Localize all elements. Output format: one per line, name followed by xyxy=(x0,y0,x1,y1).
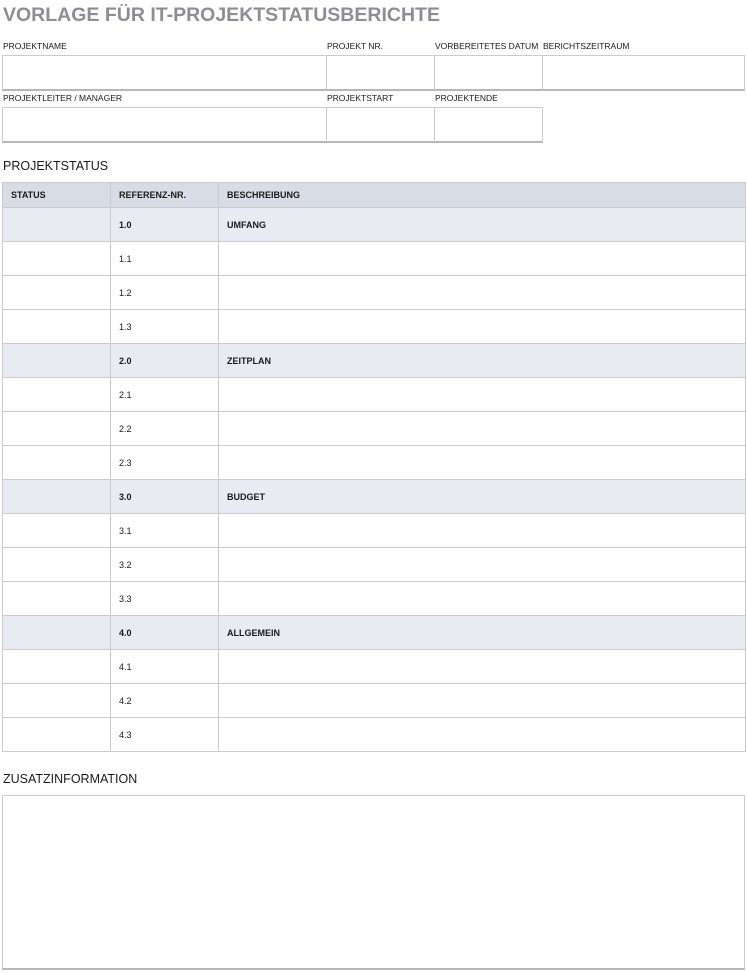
table-row xyxy=(3,650,746,684)
status-cell[interactable] xyxy=(3,718,111,752)
description-cell[interactable] xyxy=(219,582,746,616)
column-header-reference: REFERENZ-NR. xyxy=(111,183,219,208)
status-cell[interactable] xyxy=(3,378,111,412)
status-cell[interactable] xyxy=(3,616,111,650)
reference-cell: 2.0 xyxy=(111,344,219,378)
table-group-row xyxy=(3,616,746,650)
description-cell[interactable]: UMFANG xyxy=(219,208,746,242)
status-cell[interactable] xyxy=(3,310,111,344)
reference-cell: 3.3 xyxy=(111,582,219,616)
project-name-field[interactable] xyxy=(2,55,327,91)
reference-cell: 2.3 xyxy=(111,446,219,480)
status-cell[interactable] xyxy=(3,412,111,446)
status-cell[interactable] xyxy=(3,242,111,276)
table-row xyxy=(3,684,746,718)
description-cell[interactable] xyxy=(219,276,746,310)
reference-cell: 1.2 xyxy=(111,276,219,310)
reference-cell: 1.3 xyxy=(111,310,219,344)
status-cell[interactable] xyxy=(3,480,111,514)
additional-info-heading: ZUSATZINFORMATION xyxy=(3,772,138,786)
project-start-field[interactable] xyxy=(326,107,435,143)
report-period-field[interactable] xyxy=(542,55,745,91)
reference-cell: 3.0 xyxy=(111,480,219,514)
project-status-heading: PROJEKTSTATUS xyxy=(3,159,109,173)
additional-info-field[interactable] xyxy=(2,795,745,970)
description-cell[interactable] xyxy=(219,514,746,548)
project-end-label: PROJEKTENDE xyxy=(435,93,498,103)
reference-cell: 3.2 xyxy=(111,548,219,582)
table-row xyxy=(3,310,746,344)
project-no-label: PROJEKT NR. xyxy=(327,41,384,51)
description-cell[interactable] xyxy=(219,310,746,344)
column-header-description: BESCHREIBUNG xyxy=(219,183,746,208)
table-row xyxy=(3,548,746,582)
prepared-date-label: VORBEREITETES DATUM xyxy=(435,41,539,51)
status-cell[interactable] xyxy=(3,684,111,718)
project-manager-label: PROJEKTLEITER / MANAGER xyxy=(3,93,123,103)
table-row xyxy=(3,412,746,446)
project-name-label: PROJEKTNAME xyxy=(3,41,67,51)
reference-cell: 4.3 xyxy=(111,718,219,752)
table-row xyxy=(3,718,746,752)
table-group-row xyxy=(3,480,746,514)
table-header-row xyxy=(3,183,746,208)
page-title: VORLAGE FÜR IT-PROJEKTSTATUSBERICHTE xyxy=(3,4,440,26)
project-status-table xyxy=(2,182,746,752)
report-period-label: BERICHTSZEITRAUM xyxy=(543,41,630,51)
status-cell[interactable] xyxy=(3,650,111,684)
project-manager-field[interactable] xyxy=(2,107,327,143)
status-cell[interactable] xyxy=(3,582,111,616)
reference-cell: 3.1 xyxy=(111,514,219,548)
description-cell[interactable] xyxy=(219,684,746,718)
status-cell[interactable] xyxy=(3,208,111,242)
reference-cell: 4.0 xyxy=(111,616,219,650)
table-row xyxy=(3,242,746,276)
reference-cell: 2.2 xyxy=(111,412,219,446)
reference-cell: 4.1 xyxy=(111,650,219,684)
description-cell[interactable] xyxy=(219,412,746,446)
table-group-row xyxy=(3,344,746,378)
status-cell[interactable] xyxy=(3,514,111,548)
project-start-label: PROJEKTSTART xyxy=(327,93,394,103)
table-row xyxy=(3,582,746,616)
table-row xyxy=(3,378,746,412)
column-header-status: STATUS xyxy=(3,183,111,208)
table-group-row xyxy=(3,208,746,242)
status-cell[interactable] xyxy=(3,344,111,378)
table-row xyxy=(3,276,746,310)
table-row xyxy=(3,446,746,480)
description-cell[interactable]: ZEITPLAN xyxy=(219,344,746,378)
reference-cell: 2.1 xyxy=(111,378,219,412)
description-cell[interactable] xyxy=(219,378,746,412)
description-cell[interactable] xyxy=(219,446,746,480)
reference-cell: 1.0 xyxy=(111,208,219,242)
description-cell[interactable] xyxy=(219,548,746,582)
description-cell[interactable] xyxy=(219,650,746,684)
description-cell[interactable] xyxy=(219,718,746,752)
reference-cell: 1.1 xyxy=(111,242,219,276)
reference-cell: 4.2 xyxy=(111,684,219,718)
project-no-field[interactable] xyxy=(326,55,435,91)
status-cell[interactable] xyxy=(3,276,111,310)
description-cell[interactable]: BUDGET xyxy=(219,480,746,514)
table-row xyxy=(3,514,746,548)
description-cell[interactable] xyxy=(219,242,746,276)
status-cell[interactable] xyxy=(3,548,111,582)
project-end-field[interactable] xyxy=(434,107,543,143)
description-cell[interactable]: ALLGEMEIN xyxy=(219,616,746,650)
prepared-date-field[interactable] xyxy=(434,55,543,91)
status-cell[interactable] xyxy=(3,446,111,480)
